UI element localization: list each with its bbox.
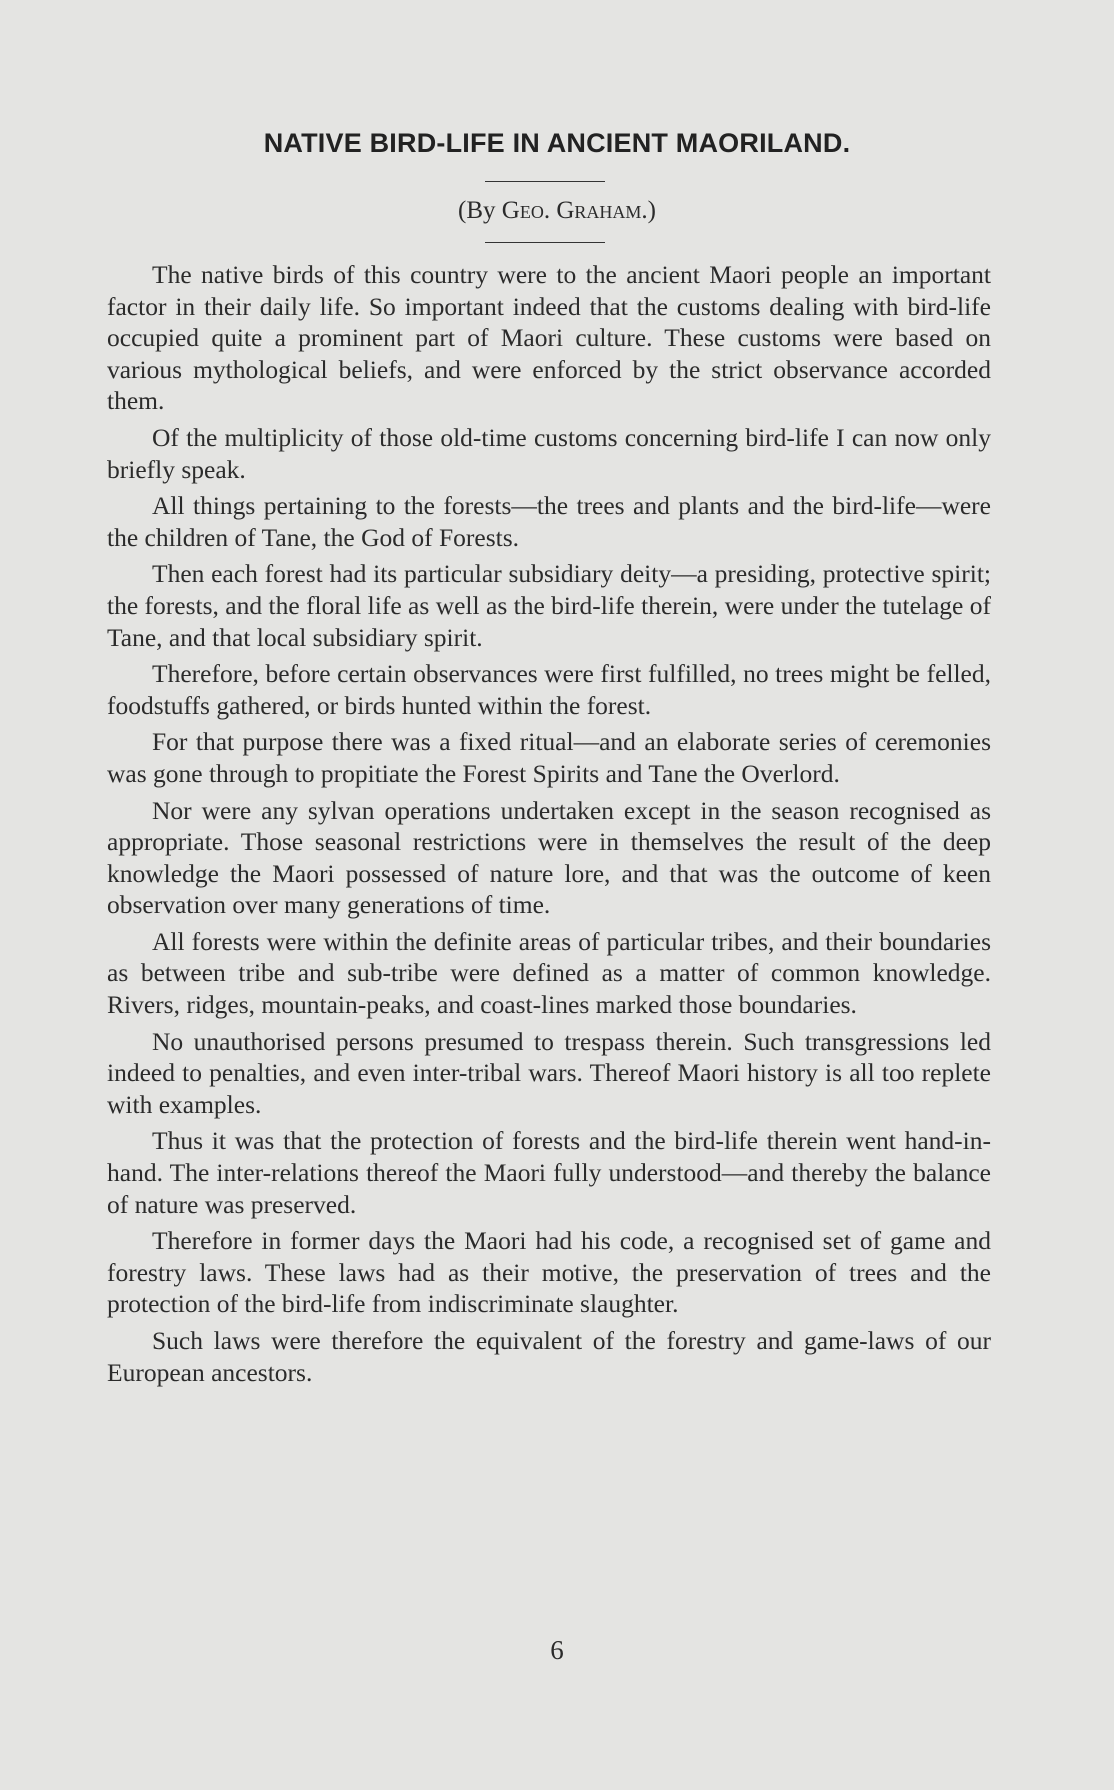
article-title: NATIVE BIRD-LIFE IN ANCIENT MAORILAND. (263, 128, 851, 158)
paragraph: Then each forest had its particular subsidiary deity—a presiding, protective spirit; the forests, and the floral life as well as the bird-life therein, were under the tutelage of Tane, and that local subsidiary spirit. (107, 559, 991, 652)
paragraph: Nor were any sylvan operations undertaken except in the season recognised as appropriate. Those seasonal restrictions were in themselves the result of the deep knowledge the Maori possessed of nature lore, and that was the outcome of keen observation over many generations of time. (107, 795, 991, 920)
byline-divider-rule (485, 242, 605, 243)
paragraph: The native birds of this country were to the ancient Maori people an important factor in their daily life. So important indeed that the customs dealing with bird-life occupied quite a prominent part of Maori culture. These customs were based on various mythological beliefs, and were enforced by the strict observance accorded them. (107, 260, 991, 416)
paragraph: Such laws were therefore the equivalent of the forestry and game-laws of our European ancestors. (107, 1326, 991, 1387)
paragraph: All forests were within the definite areas of particular tribes, and their boundaries as between tribe and sub-tribe were defined as a matter of common knowledge. Rivers, ridges, mountain-peaks, and coast-lines marked those boundaries. (107, 926, 991, 1020)
byline-author: Geo. Graham (501, 197, 642, 224)
paragraph: Therefore, before certain observances were first fulfilled, no trees might be felled, foodstuffs gathered, or birds hunted within the forest. (107, 659, 991, 720)
paragraph: Of the multiplicity of those old-time customs concerning bird-life I can now only briefly speak. (107, 422, 991, 484)
byline (0, 197, 1114, 225)
paragraph: No unauthorised persons presumed to trespass therein. Such transgressions led indeed to penalties, and even inter-tribal wars. Thereof Maori history is all too replete with examples. (107, 1026, 991, 1119)
title-divider-rule (485, 181, 605, 182)
paragraph: All things pertaining to the forests—the trees and plants and the bird-life—were the children of Tane, the God of Forests. (107, 491, 991, 552)
paragraph: Therefore in former days the Maori had his code, a recognised set of game and forestry laws. These laws had as their motive, the preservation of trees and the protection of the bird-life from indiscriminate slaughter. (107, 1226, 991, 1319)
paragraph: Thus it was that the protection of forests and the bird-life therein went hand-in-hand. The inter-relations thereof the Maori fully understood—and thereby the balance of nature was preserved. (107, 1126, 991, 1219)
byline-close: .) (641, 197, 656, 224)
byline-open: (By (458, 197, 502, 224)
article-body (107, 259, 991, 1393)
page-number: 6 (550, 1635, 564, 1665)
paragraph: For that purpose there was a fixed ritual—and an elaborate series of ceremonies was gone through to propitiate the Forest Spirits and Tane the Overlord. (107, 727, 991, 788)
